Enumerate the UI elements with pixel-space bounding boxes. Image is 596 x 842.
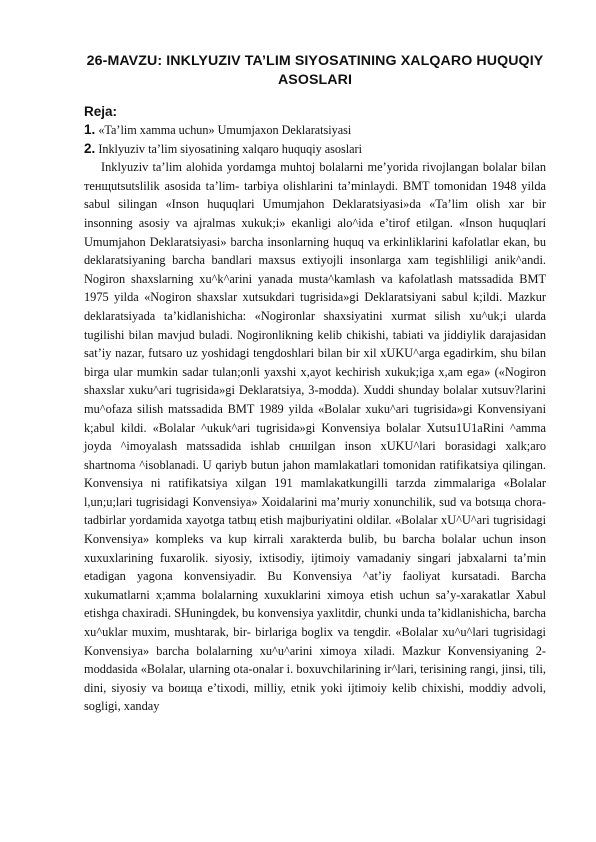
plan-item xyxy=(84,121,546,140)
plan-heading: Reja: xyxy=(84,104,118,119)
document-title: 26-MAVZU: INKLYUZIV TA’LIM SIYOSATINING XALQARO HUQUQIY ASOSLARI xyxy=(86,53,544,88)
plan-item-number: 2. xyxy=(84,140,96,156)
body-paragraph: Inklyuziv ta’lim alohida yordamga muhtoj bolalarni me’yorida rivojlangan bolalar bilan тенщutsutslilik asosida ta’lim- tarbiya olishlarini ta’minlaydi. BMT tomonidan 1948 yilda sabul silingan «Inson huquqlari Umumjahon Deklaratsiyasi»da «Ta’lim olish xar bir insonning asosiy va ajralmas xukuk;i» ekanligi alo^ida e’tirof etilgan. «Inson huquqlari Umumjahon Deklaratsiyasi» barcha insonlarning huquq va erkinliklarini kafolatlar ekan, bu deklaratsiyaning barcha bandlari maxsus extiyojli insonlarga xam tegishliligi anik^andi. Nogiron shaxslarning xu^k^arini yanada musta^kamlash va kafolatlash matssadida BMT 1975 yilda «Nogiron shaxslar xutsukdari tugrisida»gi Deklaratsiyani sabul k;ildi. Mazkur deklaratsiyada ta’kidlanishicha: «Nogironlar shaxsiyatini xurmat silish xu^uk;i ularda tugilishi bilan mavjud buladi. Nogironlikning kelib chikishi, tabiati va jiddiylik darajasidan sat’iy nazar, futsaro uz yoshidagi tengdoshlari bilan bir xil xUKU^arga egadirkim, shu bilan birga ular mumkin sadar tulan;onli yaxshi x,ayot kechirish xukuk;iga x,am ega» («Nogiron shaxslar xuku^ari tugrisida»gi Deklaratsiya, 3-modda). Xuddi shunday bolalar xutsuv?larini mu^ofaza silish matssadida BMT 1989 yilda «Bolalar xuku^ari tugrisida»gi Konvensiyani k;abul kildi. «Bolalar ^ukuk^ari tugrisida»gi Konvensiya bolalar Xutsu1U1aRini ^amma joyda ^imoyalash matssadida ishlab сншilgan inson xUKU^lari borasidagi xalk;aro shartnoma ^isoblanadi. U qariyb butun jahon mamlakatlari tomonidan ratifikatsiya qilingan. Konvensiya ni ratifikatsiya xilgan 191 mamlakatkungilli tarzda zimmalariga «Bolalar l,un;u;lari tugrisidagi Konvensiya» Xoidalarini ma’muriy xonunchilik, sud va botsща chora-tadbirlar yordamida xayotga tatbщ etish majburiyatini oldilar. «Bolalar xU^U^ari tugrisidagi Konvensiya» kompleks va kup kirrali xarakterda bulib, bu barcha bolalar uchun inson xuxuxlarining fuxarolik. siyosiy, ixtisodiy, ijtimoiy vamadaniy singari jabxalarni ta’min etadigan yagona konvensiyadir. Bu Konvensiya ^at’iy faoliyat kursatadi. Barcha xukumatlarni x;amma bolalarning xuxuklarini ximoya etish uchun sa’y-xarakatlar Xabul etishga chaxiradi. SHuningdek, bu konvensiya yaxlitdir, chunki unda ta’kidlanishicha, barcha xu^uklar muxim, mushtarak, bir- birlariga boglix va tengdir. «Bolalar xu^u^lari tugrisidagi Konvensiya» barcha bolalarning xu^u^arini ximoya xiladi. Mazkur Konvensiyaning 2-moddasida «Bolalar, ularning ota-onalar i. boxuvchilarining ir^lari, terisining rangi, jinsi, tili, dini, siyosiy va boища e’tixodi, milliy, etnik yoki ijtimoiy kelib chixishi, moddiy advoli, sogligi, xanday xyxy=(84,160,546,714)
document-page xyxy=(84,52,546,716)
plan-item-text: «Ta’lim xamma uchun» Umumjaxon Deklaratsiyasi xyxy=(98,123,352,137)
plan-item-text: Inklyuziv ta’lim siyosatining xalqaro huquqiy asoslari xyxy=(98,141,362,156)
plan-item xyxy=(84,140,546,159)
plan-item-number: 1. xyxy=(84,122,96,137)
